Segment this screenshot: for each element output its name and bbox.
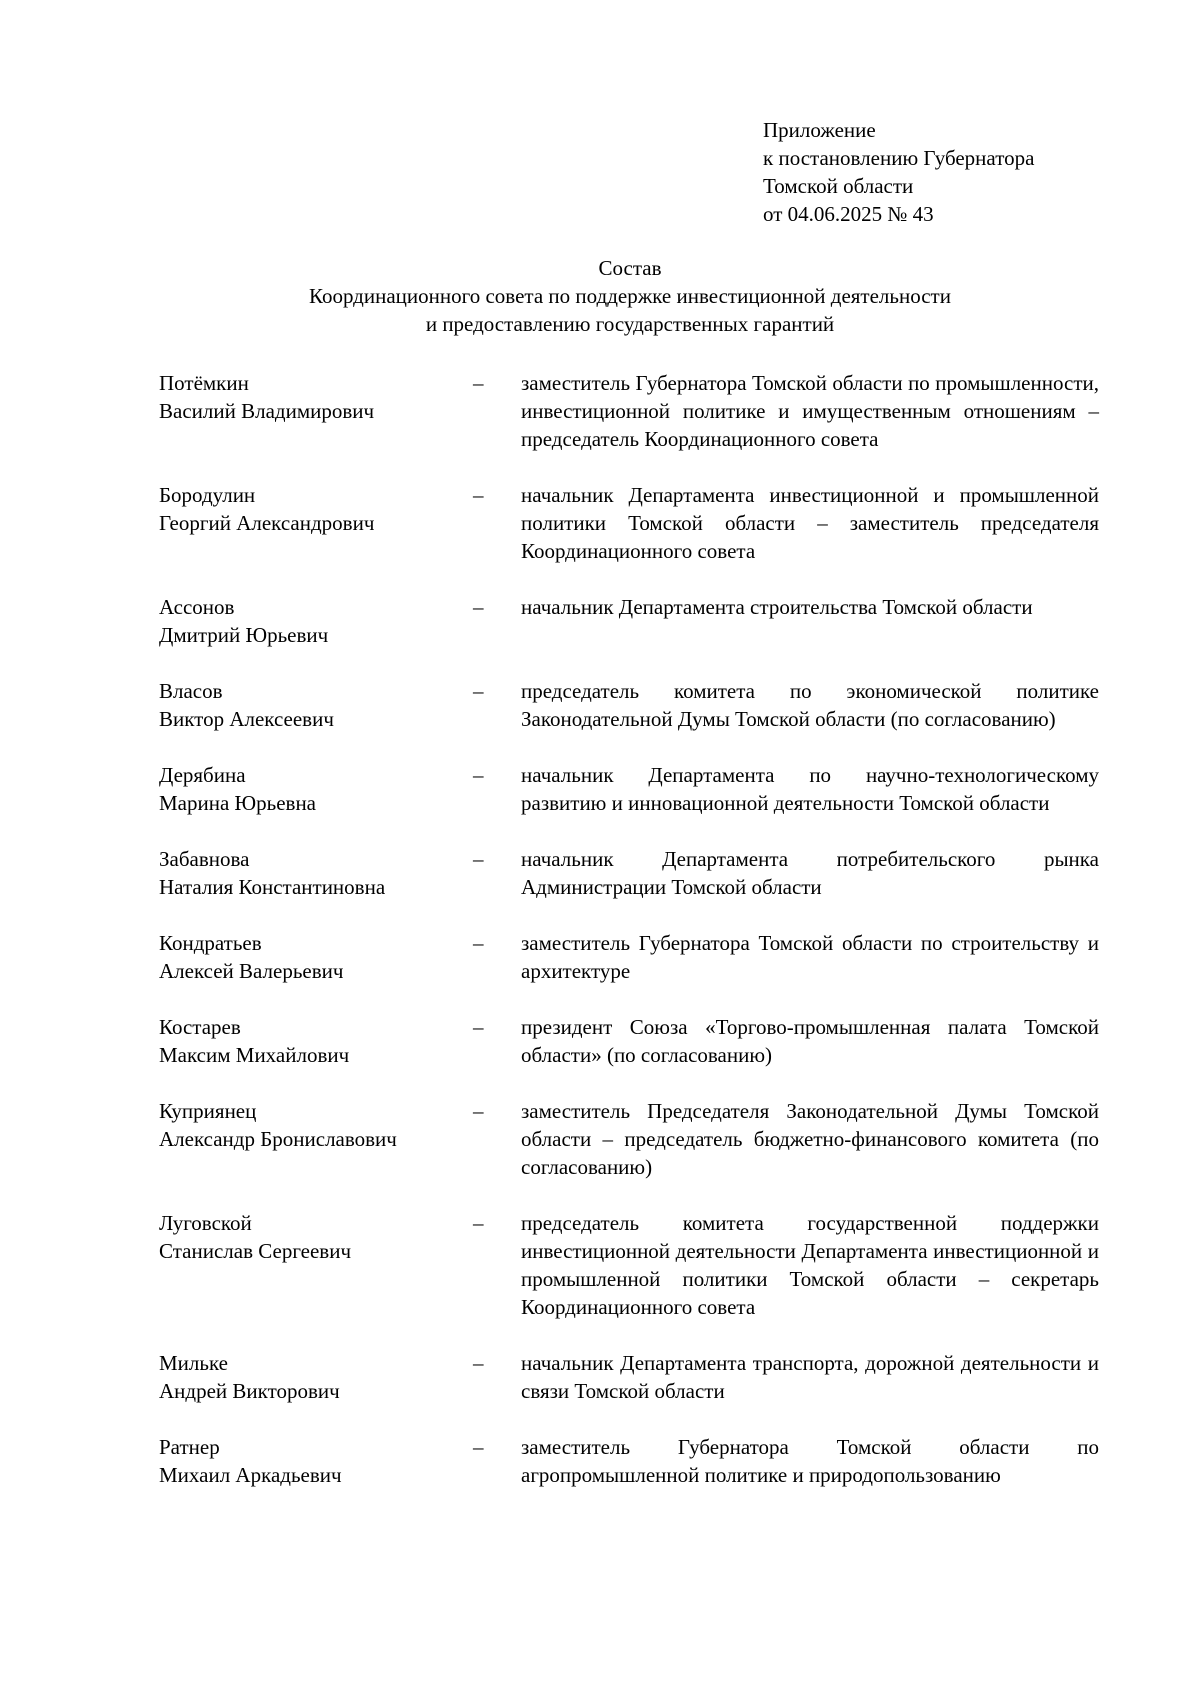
member-surname: Власов [159,679,223,703]
member-row [159,1209,1099,1321]
member-role: начальник Департамента транспорта, дорожной деятельности и связи Томской области [521,1351,1099,1403]
member-dash: – [473,1351,484,1375]
member-given-names: Михаил Аркадьевич [159,1463,342,1487]
member-name [159,761,473,817]
member-name [159,929,473,985]
member-role: президент Союза «Торгово-промышленная палата Томской области» (по согласованию) [521,1015,1099,1067]
title-line: Состав [598,256,662,280]
member-row [159,1013,1099,1069]
document-title [160,254,1100,338]
member-row [159,593,1099,649]
member-surname: Костарев [159,1015,241,1039]
member-row [159,1097,1099,1181]
member-given-names: Георгий Александрович [159,511,375,535]
member-given-names: Максим Михайлович [159,1043,350,1067]
member-given-names: Дмитрий Юрьевич [159,623,329,647]
member-surname: Дерябина [159,763,246,787]
member-name [159,369,473,425]
member-role: председатель комитета государственной поддержки инвестиционной деятельности Департамента инвестиционной и промышленной политики Томской области – секретарь Координационного совета [521,1211,1099,1319]
member-surname: Мильке [159,1351,228,1375]
member-name [159,677,473,733]
member-dash: – [473,1211,484,1235]
member-role: начальник Департамента инвестиционной и промышленной политики Томской области – заместитель председателя Координационного совета [521,483,1099,563]
member-role: заместитель Губернатора Томской области по агропромышленной политике и природопользованию [521,1435,1099,1487]
member-given-names: Александр Брониславович [159,1127,397,1151]
member-given-names: Алексей Валерьевич [159,959,344,983]
member-surname: Кондратьев [159,931,262,955]
member-surname: Ассонов [159,595,235,619]
member-role: начальник Департамента строительства Томской области [521,595,1033,619]
member-surname: Бородулин [159,483,256,507]
appendix-line: к постановлению Губернатора [763,146,1035,170]
member-row [159,1349,1099,1405]
member-row [159,481,1099,565]
appendix-line: Приложение [763,118,876,142]
member-name [159,1349,473,1405]
member-name [159,1097,473,1153]
member-name [159,1209,473,1265]
member-row [159,845,1099,901]
member-dash: – [473,371,484,395]
member-row [159,1433,1099,1489]
member-role: заместитель Губернатора Томской области по строительству и архитектуре [521,931,1099,983]
member-surname: Потёмкин [159,371,249,395]
member-row [159,677,1099,733]
member-role: заместитель Председателя Законодательной Думы Томской области – председатель бюджетно-финансового комитета (по согласованию) [521,1099,1099,1179]
member-name [159,481,473,537]
member-name [159,1013,473,1069]
member-surname: Куприянец [159,1099,257,1123]
member-dash: – [473,595,484,619]
member-name [159,845,473,901]
appendix-line: Томской области [763,174,914,198]
member-row [159,369,1099,453]
member-row [159,929,1099,985]
member-role: председатель комитета по экономической политике Законодательной Думы Томской области (по согласованию) [521,679,1099,731]
appendix-line: от 04.06.2025 № 43 [763,202,934,226]
member-given-names: Марина Юрьевна [159,791,316,815]
member-dash: – [473,1015,484,1039]
member-surname: Луговской [159,1211,252,1235]
member-role: начальник Департамента по научно-технологическому развитию и инновационной деятельности Томской области [521,763,1099,815]
member-given-names: Виктор Алексеевич [159,707,334,731]
member-dash: – [473,483,484,507]
member-dash: – [473,679,484,703]
member-surname: Ратнер [159,1435,220,1459]
member-dash: – [473,1099,484,1123]
member-surname: Забавнова [159,847,250,871]
member-dash: – [473,931,484,955]
member-name [159,1433,473,1489]
member-given-names: Василий Владимирович [159,399,375,423]
members-list [159,369,1099,1517]
member-dash: – [473,1435,484,1459]
member-role: заместитель Губернатора Томской области по промышленности, инвестиционной политике и имущественным отношениям – председатель Координационного совета [521,371,1099,451]
appendix-header [763,116,1143,228]
member-given-names: Наталия Константиновна [159,875,386,899]
member-row [159,761,1099,817]
member-given-names: Станислав Сергеевич [159,1239,352,1263]
member-dash: – [473,847,484,871]
title-line: Координационного совета по поддержке инвестиционной деятельности [309,284,951,308]
member-given-names: Андрей Викторович [159,1379,340,1403]
member-name [159,593,473,649]
member-dash: – [473,763,484,787]
member-role: начальник Департамента потребительского рынка Администрации Томской области [521,847,1099,899]
title-line: и предоставлению государственных гарантий [425,312,835,336]
